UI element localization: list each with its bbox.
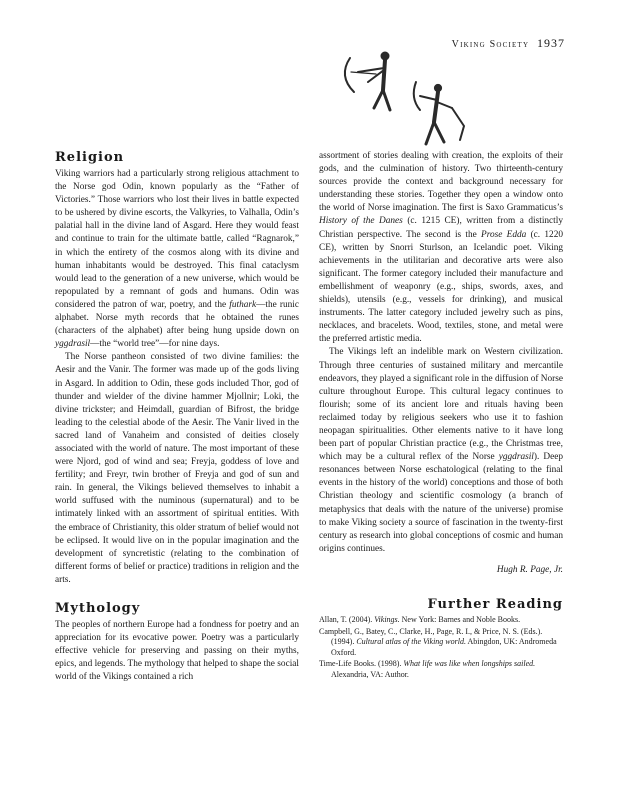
mythology-paragraph-1: The peoples of northern Europe had a fondness for poetry and an appreciation for its evocative power. Poetry was a particularly effective vehicle for preserving and passing on their myths, epics, and legends. The mythology that helped to shape the social world of the Vikings contained a rich	[55, 620, 299, 683]
religion-paragraph-2: The Norse pantheon consisted of two divine families: the Aesir and the Vanir. The former was made up of the gods living in Asgard. In addition to Odin, these gods included Thor, god of thunder and wielder of the divine hammer Mjollnir; Loki, the divine trickster; and Heimdall, guardian of Bifrost, the bridge leading to the celestial abode of the Aesir. The Vanir lived in the sacred land of Vanaheim and consisted of deities closely associated with the world of nature. The most important of these were Njord, god of wind and sea; Freyja, goddess of love and fertility; and Freyr, twin brother of Freyja and god of sun and rain. In general, the Vikings believed themselves to inhabit a world suffused with the numinous (supernatural) and to be intimately linked with an assortment of spiritual entities. With the embrace of Christianity, this older stratum of belief would not be eclipsed. It would live on in the popular imagination and the development of syncretistic (relating to the combination of different forms of belief or practice) traditions in religion and the arts.	[55, 352, 299, 585]
further-reading-heading: Further Reading	[427, 597, 563, 612]
mythology-heading: Mythology	[55, 601, 141, 616]
reference-item: Time-Life Books. (1998). What life was like when longships sailed. Alexandria, VA: Author.	[319, 659, 536, 679]
rock-art-illustration	[330, 48, 480, 148]
right-paragraph-2: The Vikings left an indelible mark on Western civilization. Through three centuries of sustained military and mercantile endeavors, they played a significant role in the diffusion of Norse culture throughout Europe. This cultural legacy continues to flourish; some of its ancient lore and rituals having been reclaimed today by religious seekers who use it to fashion neopagan spiritualities. Other elements native to it have long been part of popular Christian practice (e.g., the Christmas tree, which may be a cultural reflex of the Norse yggdrasil). Deep resonances between Norse eschatological (relating to the final events in the history of the world) conceptions and those of both Christian theology and scientific cosmology (a branch of metaphysics that deals with the nature of the universe) promise to make Viking society a source of fascination in the twenty-first century as research into global conceptions of cosmic and human origins continues.	[319, 347, 563, 554]
reference-item: Allan, T. (2004). Vikings. New York: Barnes and Noble Books.	[319, 615, 521, 624]
author-byline: Hugh R. Page, Jr.	[496, 564, 563, 575]
page-number: 1937	[537, 36, 565, 50]
running-title: Viking Society	[451, 39, 530, 50]
right-column	[319, 150, 563, 681]
religion-paragraph-1: Viking warriors had a particularly strong religious attachment to the Norse god Odin, known popularly as the “Father of Victories.” Those warriors who lost their lives in battle expected to be ushered by divine escorts, the Valkyries, to Valhalla, Odin’s palatial hall in the divine land of Asgard. Here they would feast and continue to train for the ultimate battle, called “Ragnarok,” in which the entirety of the cosmos along with its divine and human inhabitants would be destroyed. This final cataclysm would lead to the generation of a new universe, which would be repopulated by a remnant of gods and humans. Odin was considered the patron of war, poetry, and the futhark—the runic alphabet. Norse myth records that he obtained the runes (characters of the alphabet) after being hung upside down on yggdrasil—the “world tree”—for nine days.	[55, 169, 299, 350]
right-paragraph-1: assortment of stories dealing with creation, the exploits of their gods, and the culmination of history. Two thirteenth-century sources provide the context and background necessary for understanding these stories. Together they open a window onto the world of Norse imagination. The first is Saxo Grammaticus’s History of the Danes (c. 1215 CE), written from a distinctly Christian perspective. The second is the Prose Edda (c. 1220 CE), written by Snorri Sturlson, an Icelandic poet. Viking achievements in the utilitarian and decorative arts were also significant. The former category included their manufacture and embellishment of weaponry (e.g., ships, swords, axes, and shields), utensils (e.g., vessels for drinking), and musical instruments. The latter category included jewelry such as pins, necklaces, and bracelets. Wood, textiles, stone, and metal were the preferred artistic media.	[319, 151, 563, 345]
left-column	[55, 150, 299, 684]
reference-list	[319, 615, 563, 680]
religion-heading: Religion	[55, 150, 125, 165]
reference-item: Campbell, G., Batey, C., Clarke, H., Page, R. I., & Price, N. S. (Eds.). (1994). Cultural atlas of the Viking world. Abingdon, UK: Andromeda Oxford.	[319, 626, 557, 657]
